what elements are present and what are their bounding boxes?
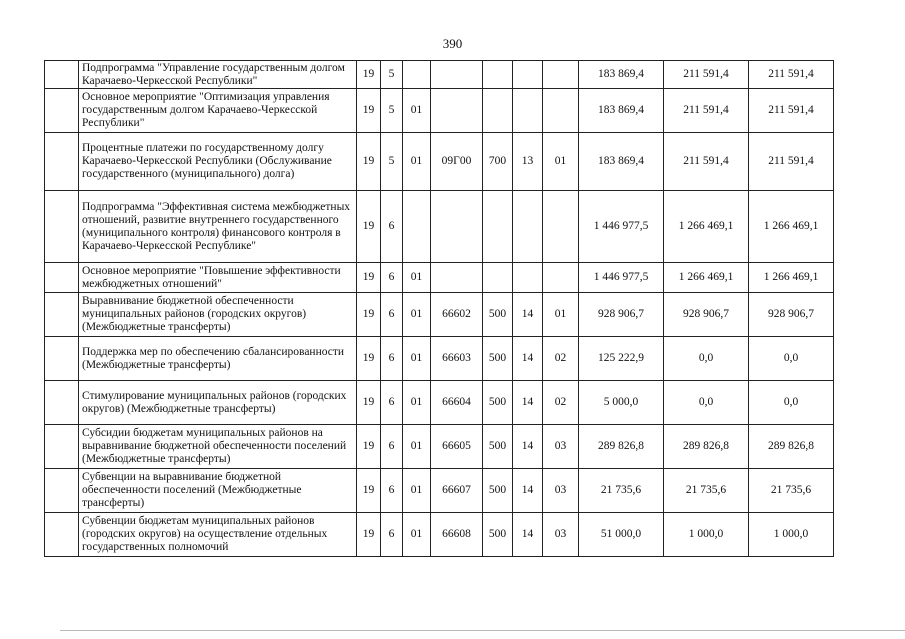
- row-number-cell: [45, 425, 79, 469]
- code-cell: 03: [543, 425, 579, 469]
- code-cell: [543, 191, 579, 263]
- table-row: [45, 469, 834, 513]
- code-cell: 66602: [431, 293, 483, 337]
- code-cell: 66603: [431, 337, 483, 381]
- code-cell: 6: [381, 337, 403, 381]
- code-cell: 6: [381, 381, 403, 425]
- amount-cell: 183 869,4: [579, 61, 664, 89]
- code-cell: [431, 191, 483, 263]
- row-number-cell: [45, 381, 79, 425]
- amount-cell: 1 446 977,5: [579, 263, 664, 293]
- row-number-cell: [45, 191, 79, 263]
- code-cell: [403, 191, 431, 263]
- amount-cell: 928 906,7: [664, 293, 749, 337]
- code-cell: 700: [483, 133, 513, 191]
- code-cell: 01: [403, 513, 431, 557]
- code-cell: 19: [357, 381, 381, 425]
- code-cell: 03: [543, 469, 579, 513]
- item-name: Поддержка мер по обеспечению сбалансированности (Межбюджетные трансферты): [79, 337, 357, 381]
- row-number-cell: [45, 89, 79, 133]
- amount-cell: 211 591,4: [749, 61, 834, 89]
- row-number-cell: [45, 469, 79, 513]
- amount-cell: 125 222,9: [579, 337, 664, 381]
- code-cell: 01: [403, 337, 431, 381]
- code-cell: 13: [513, 133, 543, 191]
- code-cell: 19: [357, 89, 381, 133]
- code-cell: 19: [357, 191, 381, 263]
- amount-cell: 1 266 469,1: [664, 191, 749, 263]
- code-cell: 5: [381, 89, 403, 133]
- code-cell: 66608: [431, 513, 483, 557]
- table-row: [45, 293, 834, 337]
- code-cell: 66607: [431, 469, 483, 513]
- code-cell: [513, 191, 543, 263]
- amount-cell: 1 446 977,5: [579, 191, 664, 263]
- table-row: [45, 425, 834, 469]
- code-cell: 19: [357, 513, 381, 557]
- code-cell: [543, 263, 579, 293]
- amount-cell: 928 906,7: [749, 293, 834, 337]
- table-row: [45, 191, 834, 263]
- row-number-cell: [45, 61, 79, 89]
- amount-cell: 289 826,8: [664, 425, 749, 469]
- code-cell: 14: [513, 469, 543, 513]
- code-cell: 5: [381, 133, 403, 191]
- item-name: Основное мероприятие "Повышение эффективности межбюджетных отношений": [79, 263, 357, 293]
- amount-cell: 0,0: [664, 337, 749, 381]
- code-cell: 19: [357, 469, 381, 513]
- table-row: [45, 89, 834, 133]
- amount-cell: 211 591,4: [664, 61, 749, 89]
- table-row: [45, 513, 834, 557]
- item-name: Субвенции бюджетам муниципальных районов (городских округов) на осуществление отдельных государственных полномочий: [79, 513, 357, 557]
- code-cell: [431, 263, 483, 293]
- amount-cell: 51 000,0: [579, 513, 664, 557]
- code-cell: [483, 191, 513, 263]
- code-cell: [483, 61, 513, 89]
- amount-cell: 183 869,4: [579, 133, 664, 191]
- amount-cell: 5 000,0: [579, 381, 664, 425]
- code-cell: 01: [403, 133, 431, 191]
- amount-cell: 1 000,0: [664, 513, 749, 557]
- code-cell: 01: [543, 133, 579, 191]
- code-cell: 03: [543, 513, 579, 557]
- amount-cell: 0,0: [749, 337, 834, 381]
- code-cell: [483, 263, 513, 293]
- code-cell: [483, 89, 513, 133]
- code-cell: 6: [381, 191, 403, 263]
- code-cell: 19: [357, 263, 381, 293]
- amount-cell: 211 591,4: [749, 89, 834, 133]
- code-cell: 500: [483, 337, 513, 381]
- amount-cell: 211 591,4: [664, 89, 749, 133]
- amount-cell: 211 591,4: [664, 133, 749, 191]
- row-number-cell: [45, 293, 79, 337]
- code-cell: 02: [543, 337, 579, 381]
- item-name: Основное мероприятие "Оптимизация управления государственным долгом Карачаево-Черкесской Республики": [79, 89, 357, 133]
- code-cell: 500: [483, 469, 513, 513]
- amount-cell: 1 266 469,1: [664, 263, 749, 293]
- amount-cell: 211 591,4: [749, 133, 834, 191]
- table-row: [45, 133, 834, 191]
- item-name: Подпрограмма "Эффективная система межбюджетных отношений, развитие внутреннего государственного (муниципального контроля) финансового контроля в Карачаево-Черкесской Республике": [79, 191, 357, 263]
- amount-cell: 21 735,6: [579, 469, 664, 513]
- code-cell: 14: [513, 381, 543, 425]
- code-cell: 14: [513, 293, 543, 337]
- budget-table: [44, 60, 834, 557]
- code-cell: 66605: [431, 425, 483, 469]
- code-cell: 01: [403, 469, 431, 513]
- code-cell: 66604: [431, 381, 483, 425]
- table-row: [45, 337, 834, 381]
- row-number-cell: [45, 263, 79, 293]
- amount-cell: 1 000,0: [749, 513, 834, 557]
- item-name: Субсидии бюджетам муниципальных районов на выравнивание бюджетной обеспеченности поселений (Межбюджетные трансферты): [79, 425, 357, 469]
- table-row: [45, 61, 834, 89]
- table-row: [45, 263, 834, 293]
- amount-cell: 0,0: [664, 381, 749, 425]
- row-number-cell: [45, 513, 79, 557]
- code-cell: 6: [381, 293, 403, 337]
- item-name: Стимулирование муниципальных районов (городских округов) (Межбюджетные трансферты): [79, 381, 357, 425]
- amount-cell: 1 266 469,1: [749, 263, 834, 293]
- code-cell: 01: [403, 263, 431, 293]
- code-cell: 6: [381, 469, 403, 513]
- code-cell: [543, 61, 579, 89]
- amount-cell: 183 869,4: [579, 89, 664, 133]
- code-cell: 6: [381, 513, 403, 557]
- code-cell: [513, 61, 543, 89]
- item-name: Субвенции на выравнивание бюджетной обеспеченности поселений (Межбюджетные трансферты): [79, 469, 357, 513]
- code-cell: 19: [357, 293, 381, 337]
- amount-cell: 0,0: [749, 381, 834, 425]
- code-cell: 6: [381, 263, 403, 293]
- code-cell: 14: [513, 337, 543, 381]
- amount-cell: 1 266 469,1: [749, 191, 834, 263]
- code-cell: [403, 61, 431, 89]
- amount-cell: 21 735,6: [749, 469, 834, 513]
- row-number-cell: [45, 337, 79, 381]
- code-cell: 02: [543, 381, 579, 425]
- code-cell: 01: [403, 293, 431, 337]
- code-cell: 6: [381, 425, 403, 469]
- code-cell: [543, 89, 579, 133]
- page-number: 390: [442, 36, 463, 51]
- amount-cell: 289 826,8: [749, 425, 834, 469]
- code-cell: 500: [483, 381, 513, 425]
- amount-cell: 21 735,6: [664, 469, 749, 513]
- code-cell: [513, 263, 543, 293]
- item-name: Выравнивание бюджетной обеспеченности муниципальных районов (городских округов) (Межбюджетные трансферты): [79, 293, 357, 337]
- code-cell: 5: [381, 61, 403, 89]
- code-cell: 19: [357, 133, 381, 191]
- code-cell: [513, 89, 543, 133]
- table-row: [45, 381, 834, 425]
- item-name: Процентные платежи по государственному долгу Карачаево-Черкесской Республики (Обслуживание государственного (муниципального) долга): [79, 133, 357, 191]
- code-cell: 01: [403, 425, 431, 469]
- amount-cell: 928 906,7: [579, 293, 664, 337]
- page-bottom-rule: [60, 630, 905, 631]
- code-cell: [431, 89, 483, 133]
- code-cell: 500: [483, 425, 513, 469]
- amount-cell: 289 826,8: [579, 425, 664, 469]
- code-cell: 500: [483, 293, 513, 337]
- item-name: Подпрограмма "Управление государственным долгом Карачаево-Черкесской Республики": [79, 61, 357, 89]
- code-cell: 500: [483, 513, 513, 557]
- code-cell: 01: [543, 293, 579, 337]
- code-cell: [431, 61, 483, 89]
- code-cell: 14: [513, 425, 543, 469]
- code-cell: 01: [403, 89, 431, 133]
- code-cell: 14: [513, 513, 543, 557]
- code-cell: 19: [357, 425, 381, 469]
- code-cell: 09Г00: [431, 133, 483, 191]
- code-cell: 19: [357, 61, 381, 89]
- code-cell: 19: [357, 337, 381, 381]
- row-number-cell: [45, 133, 79, 191]
- code-cell: 01: [403, 381, 431, 425]
